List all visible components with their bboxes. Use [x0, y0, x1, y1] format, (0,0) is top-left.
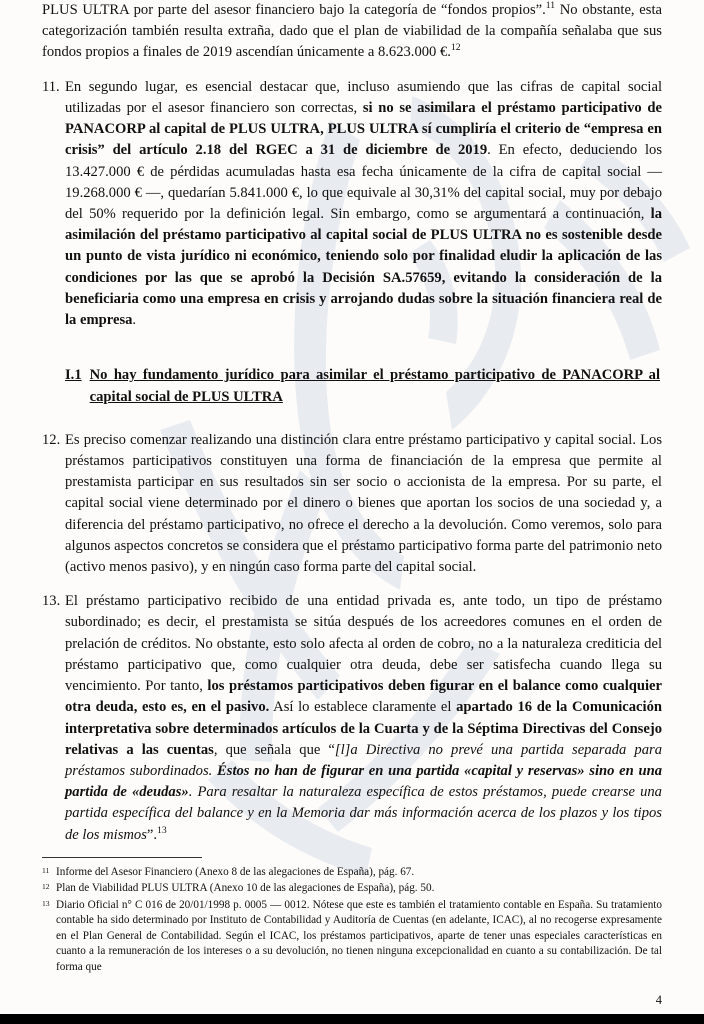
footnote-marker: 12 [42, 882, 50, 892]
item13-seg4: ”. [146, 826, 158, 843]
footnote-ref-13[interactable]: 13 [157, 824, 167, 836]
paragraph-lead [42, 0, 662, 64]
item13-bolditalic1: Éstos no han de figurar en una partida «capital y reservas» sino en una partida de «deudas» [65, 763, 662, 801]
item13-bold2: apartado 16 de la Comunicación interpretativa sobre determinados artículos de la Cuarta y de la Séptima Directivas del Consejo relativas a las cuentas [65, 699, 663, 758]
footnote-item [42, 881, 662, 896]
item-number-13: 13. [42, 593, 61, 610]
section-title: No hay fundamento jurídico para asimilar el préstamo participativo de PANACORP al capital social de PLUS ULTRA [89, 367, 660, 405]
footnote-text: Diario Oficial n° C 016 de 20/01/1998 p. 0005 — 0012. Nótese que este es también el tratamiento contable en España. Su tratamiento contable ha sido determinado por Instituto de Contabilidad y Auditoría de Cuentas (en adelante, ICAC), al no recogerse expresamente en el Plan General de Contabilidad. Según el ICAC, los préstamos participativos, aparte de tener unas especiales características en cuanto a la remuneración de los intereses o a su devolución, no tienen ninguna excepcionalidad en cuanto a su contabilización. De tal forma que [56, 898, 662, 973]
item11-seg1: En segundo lugar, es esencial destacar que, incluso asumiendo que las cifras de capital social utilizadas por el asesor financiero son correctas, [65, 78, 662, 116]
footnote-text: Plan de Viabilidad PLUS ULTRA (Anexo 10 de las alegaciones de España), pág. 50. [56, 882, 435, 895]
numbered-item-13 [42, 591, 662, 846]
item-text-12: Es preciso comenzar realizando una distinción clara entre préstamo participativo y capital social. Los préstamos participativos constituyen una forma de financiación de la empresa que permite al prestamista participar en sus resultados sin ser socio o accionista de la empresa. Por su parte, el capital social viene determinado por el dinero o bienes que aportan los socios de una sociedad y, a diferencia del préstamo participativo, no ofrece el derecho a la devolución. Como veremos, solo para algunos aspectos concretos se considera que el préstamo participativo forma parte del patrimonio neto (activo menos pasivo), y en ningún caso forma parte del capital social. [65, 431, 662, 576]
item13-italic1: [l]a Directiva no prevé una partida separada para préstamos subordinados. [65, 741, 663, 779]
item11-bold2: la asimilación del préstamo participativo al capital social de PLUS ULTRA no es sostenible desde un punto de vista jurídico ni económico, teniendo solo por finalidad eludir la aplicación de las condiciones por las que se aprobó la Decisión SA.57659, evitando la consideración de la beneficiaria como una empresa en crisis y arrojando dudas sobre la situación financiera real de la empresa [65, 205, 662, 329]
footnote-separator-rule [42, 857, 202, 858]
item13-seg2: Así lo establece claramente el [269, 699, 457, 716]
item13-seg1: El préstamo participativo recibido de una entidad privada es, ante todo, un tipo de préstamo subordinado; es decir, el prestamista se sitúa después de los acreedores comunes en el orden de prelación de créditos. No obstante, esto solo afecta al orden de cobro, no a la naturaleza crediticia del préstamo participativo que, como cualquier otra deuda, debe ser satisfecha cuando llega su vencimiento. Por tanto, [65, 593, 662, 695]
item-number-11: 11. [42, 78, 60, 95]
footnote-ref-12[interactable]: 12 [450, 42, 461, 54]
footnote-text: Informe del Asesor Financiero (Anexo 8 de las alegaciones de España), pág. 67. [56, 865, 415, 878]
item13-bold1: los préstamos participativos deben figurar en el balance como cualquier otra deuda, esto es, en el pasivo. [65, 678, 662, 716]
section-label: I.1 [65, 367, 82, 384]
footnote-ref-11[interactable]: 11 [545, 0, 556, 12]
footnotes-block [42, 857, 662, 976]
footnote-item [42, 898, 662, 975]
footnote-marker: 13 [42, 898, 50, 908]
numbered-item-12 [42, 430, 662, 579]
screen-bottom-bar [0, 1014, 704, 1024]
footnote-item [42, 865, 662, 880]
numbered-item-11 [42, 77, 662, 332]
item-number-12: 12. [42, 431, 61, 448]
lead-text-middle: No obstante, esta categorización también resulta extraña, dado que el plan de viabilidad de la compañía señalaba que sus fondos propios a finales de 2019 ascendían únicamente a 8.623.000 €. [42, 2, 662, 61]
item-text-11 [65, 77, 662, 332]
item11-bold1: si no se asimilara el préstamo participativo de PANACORP al capital de PLUS ULTRA, PLUS ULTRA sí cumpliría el criterio de “empresa en crisis” del artículo 2.18 del RGEC a 31 de diciembre de 2019 [65, 99, 662, 159]
lead-text-before: PLUS ULTRA por parte del asesor financiero bajo la categoría de “fondos propios”. [42, 2, 546, 18]
item-text-13 [65, 591, 662, 846]
item13-italic2: . Para resaltar la naturaleza específica de estos préstamos, puede crearse una partida específica del balance y en la Memoria dar más información acerca de los plazos y los tipos de los mismos [65, 784, 662, 843]
item11-seg2: . En efecto, deduciendo los 13.427.000 € de pérdidas acumuladas hasta esa fecha únicamente de la cifra de capital social — 19.268.000 € —, quedarían 5.841.000 €, lo que equivale al 30,31% del capital social, muy por debajo del 50% requerido por la definición legal. Sin embargo, como se argumentará a continuación, [65, 142, 662, 222]
item13-seg3: , que señala que “ [213, 741, 335, 758]
page-number: 4 [655, 993, 662, 1007]
footnote-marker: 11 [42, 865, 50, 875]
section-heading-I1 [42, 365, 662, 407]
item11-seg3: . [132, 312, 137, 329]
